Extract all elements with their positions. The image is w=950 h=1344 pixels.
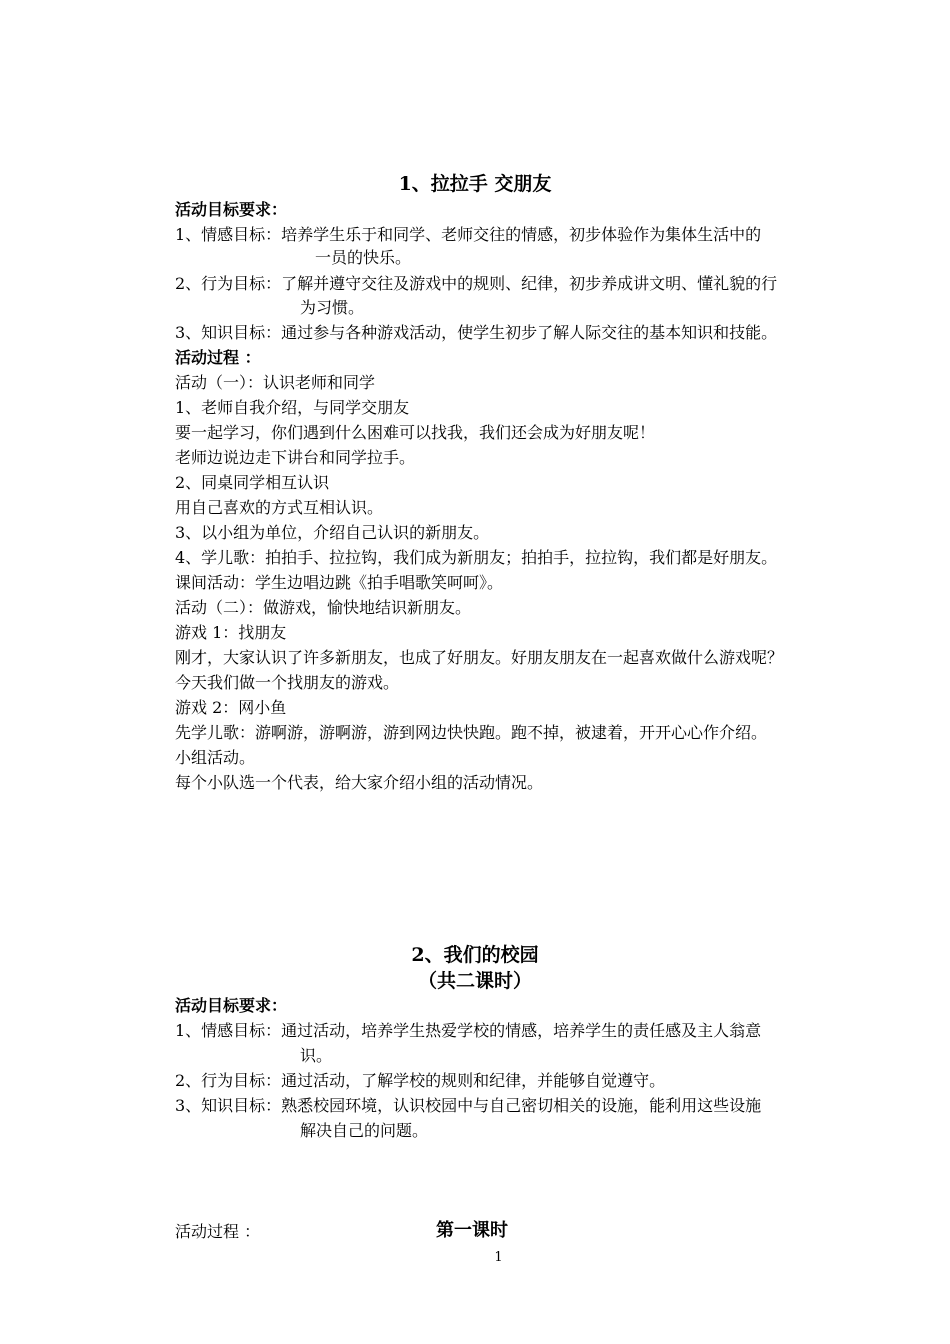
section1-line: 要一起学习，你们遇到什么困难可以找我，我们还会成为好朋友呢！ (175, 423, 656, 442)
section1-line: 每个小队选一个代表，给大家介绍小组的活动情况。 (175, 773, 544, 792)
section2-title: 2、我们的校园 (411, 944, 539, 966)
section1-goal1-line1: 1、情感目标：培养学生乐于和同学、老师交往的情感，初步体验作为集体生活中的 (175, 225, 762, 244)
page-number: 1 (494, 1250, 503, 1265)
section2-process-label: 活动过程 ： (175, 1222, 261, 1241)
section1-line: 游戏 2：网小鱼 (175, 698, 287, 717)
section1-line: 游戏 1：找朋友 (175, 623, 287, 642)
section1-goal2-line2: 为习惯。 (300, 298, 365, 317)
section2-goal2: 2、行为目标：通过活动，了解学校的规则和纪律，并能够自觉遵守。 (175, 1071, 666, 1090)
section1-goal3: 3、知识目标：通过参与各种游戏活动，使学生初步了解人际交往的基本知识和技能。 (175, 323, 778, 342)
section1-line: 先学儿歌：游啊游，游啊游，游到网边快快跑。跑不掉，被逮着，开开心心作介绍。 (175, 723, 768, 742)
section1-line: 活动（一）：认识老师和同学 (175, 373, 376, 392)
section1-line: 3、以小组为单位，介绍自己认识的新朋友。 (175, 523, 490, 542)
section2-goals-heading: 活动目标要求： (175, 996, 288, 1015)
section1-line: 4、学儿歌：拍拍手、拉拉钩，我们成为新朋友；拍拍手，拉拉钩，我们都是好朋友。 (175, 548, 778, 567)
section1-line: 小组活动。 (175, 748, 256, 767)
section2-goal3-line2: 解决自己的问题。 (300, 1121, 429, 1140)
section1-line: 刚才，大家认识了许多新朋友，也成了好朋友。好朋友朋友在一起喜欢做什么游戏呢？ (175, 648, 784, 667)
section1-process-heading: 活动过程 ： (175, 348, 261, 367)
lesson-title: 第一课时 (436, 1220, 508, 1241)
section2-goal1-line2: 识。 (300, 1046, 333, 1065)
section1-goals-heading: 活动目标要求： (175, 200, 288, 219)
section2-goal3-line1: 3、知识目标：熟悉校园环境，认识校园中与自己密切相关的设施，能利用这些设施 (175, 1096, 762, 1115)
section1-line: 1、老师自我介绍，与同学交朋友 (175, 398, 410, 417)
section1-line: 用自己喜欢的方式互相认识。 (175, 498, 384, 517)
section1-line: 课间活动：学生边唱边跳《拍手唱歌笑呵呵》。 (175, 573, 504, 592)
section1-line: 活动（二）：做游戏，愉快地结识新朋友。 (175, 598, 472, 617)
section1-line: 今天我们做一个找朋友的游戏。 (175, 673, 400, 692)
section1-title: 1、拉拉手 交朋友 (398, 173, 552, 195)
section2-subtitle: （共二课时） (417, 970, 532, 992)
section1-goal2-line1: 2、行为目标：了解并遵守交往及游戏中的规则、纪律，初步养成讲文明、懂礼貌的行 (175, 274, 778, 293)
section1-line: 2、同桌同学相互认识 (175, 473, 330, 492)
section1-goal1-line2: 一员的快乐。 (315, 248, 412, 267)
section2-goal1-line1: 1、情感目标：通过活动，培养学生热爱学校的情感，培养学生的责任感及主人翁意 (175, 1021, 762, 1040)
section1-line: 老师边说边走下讲台和同学拉手。 (175, 448, 416, 467)
